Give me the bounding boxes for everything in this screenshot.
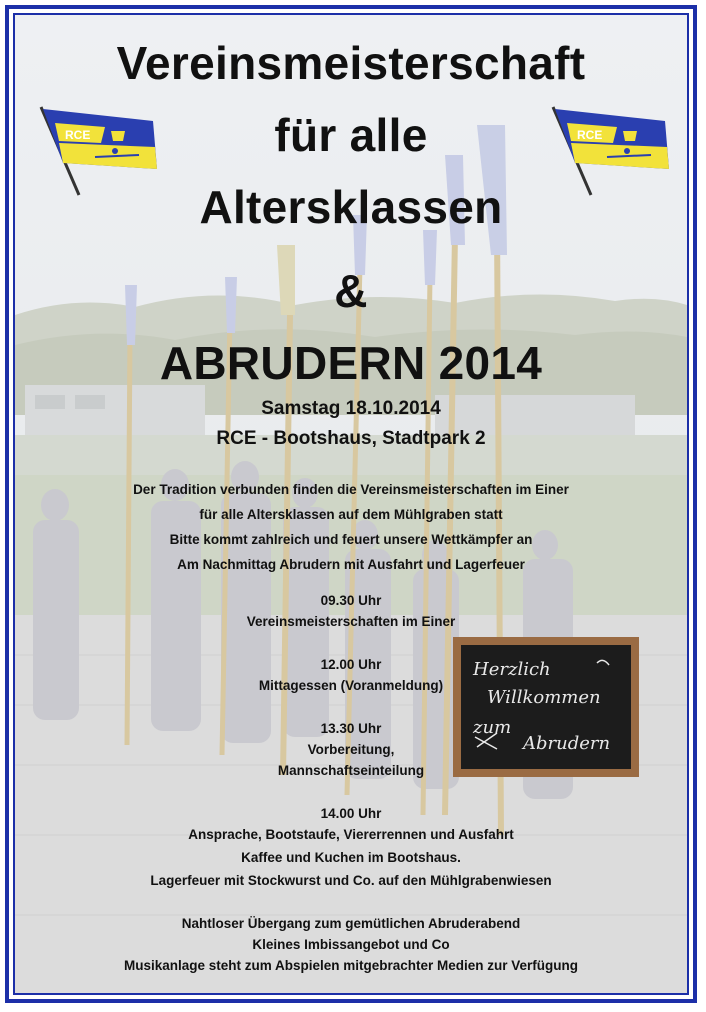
intro-line: Am Nachmittag Abrudern mit Ausfahrt und Lagerfeuer — [177, 557, 525, 572]
title-line-2: für alle — [274, 109, 428, 161]
flag-text: RCE — [577, 128, 603, 142]
chalk-line-3: zum — [473, 717, 512, 738]
title-line-1: Vereinsmeisterschaft — [116, 37, 586, 89]
closing-line: Nahtloser Übergang zum gemütlichen Abruderabend — [181, 916, 521, 931]
title-line-4: & — [334, 265, 368, 317]
schedule-time: 09.30 Uhr — [320, 593, 382, 608]
chalk-line-4: Abrudern — [523, 733, 611, 754]
intro-line: Bitte kommt zahlreich und feuert unsere Wettkämpfer an — [169, 532, 533, 547]
schedule-time: 12.00 Uhr — [320, 657, 382, 672]
chalk-line-2: Willkommen — [487, 687, 601, 708]
poster — [13, 13, 689, 995]
title-line-3: Altersklassen — [199, 181, 503, 233]
schedule-item: Mittagessen (Voranmeldung) — [258, 678, 444, 693]
chalk-line-1: Herzlich — [473, 659, 551, 680]
schedule-item: Vorbereitung, — [307, 742, 395, 757]
schedule-item: Lagerfeuer mit Stockwurst und Co. auf den Mühlgrabenwiesen — [150, 873, 552, 888]
schedule-item: Vereinsmeisterschaften im Einer — [246, 614, 456, 629]
schedule-time: 14.00 Uhr — [320, 806, 382, 821]
closing-line: Kleines Imbissangebot und Co — [252, 937, 450, 952]
schedule-item: Kaffee und Kuchen im Bootshaus. — [241, 850, 461, 865]
closing-line: Musikanlage steht zum Abspielen mitgebrachter Medien zur Verfügung — [123, 958, 579, 973]
schedule-item: Ansprache, Bootstaufe, Viererrennen und Ausfahrt — [188, 827, 514, 842]
schedule-time: 13.30 Uhr — [320, 721, 382, 736]
flag-text: RCE — [65, 128, 91, 142]
intro-line: für alle Altersklassen auf dem Mühlgraben statt — [199, 507, 503, 522]
poster-content — [15, 15, 687, 993]
event-location: RCE - Bootshaus, Stadtpark 2 — [216, 428, 486, 449]
event-date: Samstag 18.10.2014 — [261, 398, 441, 419]
title-line-5: ABRUDERN 2014 — [159, 337, 543, 389]
intro-line: Der Tradition verbunden finden die Vereinsmeisterschaften im Einer — [133, 482, 569, 497]
schedule-item: Mannschaftseinteilung — [277, 763, 425, 778]
